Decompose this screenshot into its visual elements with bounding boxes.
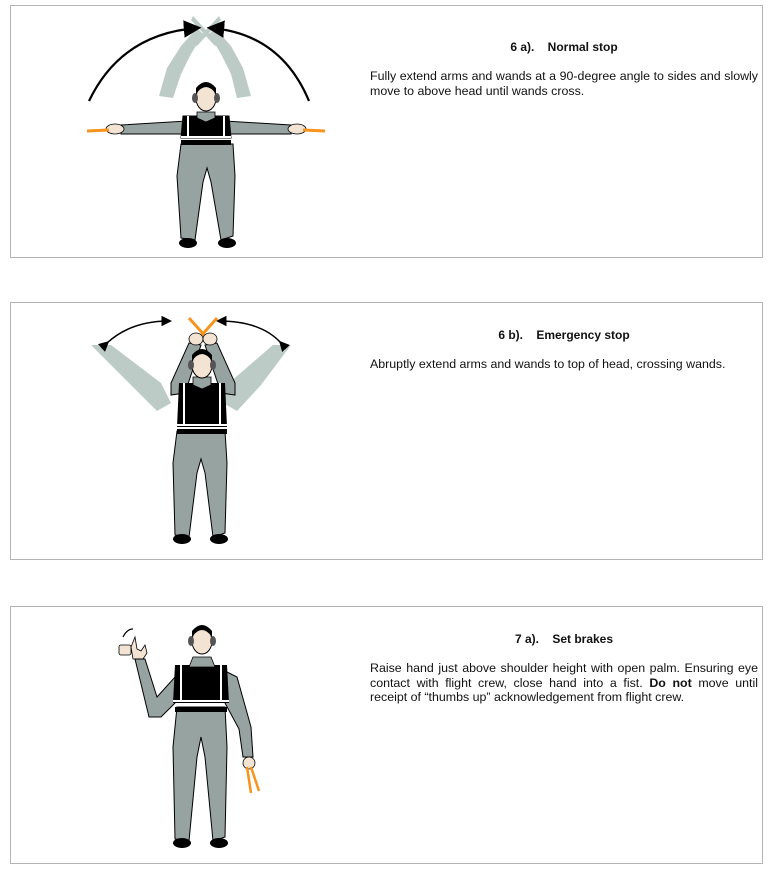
- signal-title: 7 a). Set brakes: [514, 632, 614, 646]
- set-brakes-text: [370, 632, 758, 705]
- description-intro: Raise hand just above shoulder height with open palm. Ensuring eye contact with flight crew, close hand into a fist.: [370, 661, 758, 690]
- signal-title: 6 b). Emergency stop: [498, 328, 630, 342]
- marshaller-open-palm-to-fist-icon: [11, 607, 371, 865]
- marshaller-arms-extended-sweeping-up-icon: [11, 6, 371, 259]
- set-brakes-illustration: [11, 607, 371, 863]
- signal-description: Fully extend arms and wands at a 90-degree angle to sides and slowly move to above head until wands cross.: [370, 69, 758, 98]
- marshaller-wands-crossed-overhead-icon: [11, 303, 371, 561]
- signal-panel-emergency-stop: [10, 302, 763, 560]
- emergency-stop-text: [370, 328, 758, 372]
- normal-stop-illustration: [11, 6, 371, 257]
- normal-stop-text: [370, 40, 758, 98]
- signal-description: [370, 661, 758, 705]
- signal-description: Abruptly extend arms and wands to top of head, crossing wands.: [370, 357, 726, 371]
- description-outro: move until receipt of “thumbs up” acknowledgement from flight crew.: [370, 675, 758, 704]
- description-warning-emphasis: Do not: [649, 675, 692, 690]
- emergency-stop-illustration: [11, 303, 371, 559]
- signal-panel-set-brakes: [10, 606, 763, 864]
- signal-panel-normal-stop: [10, 5, 763, 258]
- signal-title: 6 a). Normal stop: [510, 40, 618, 54]
